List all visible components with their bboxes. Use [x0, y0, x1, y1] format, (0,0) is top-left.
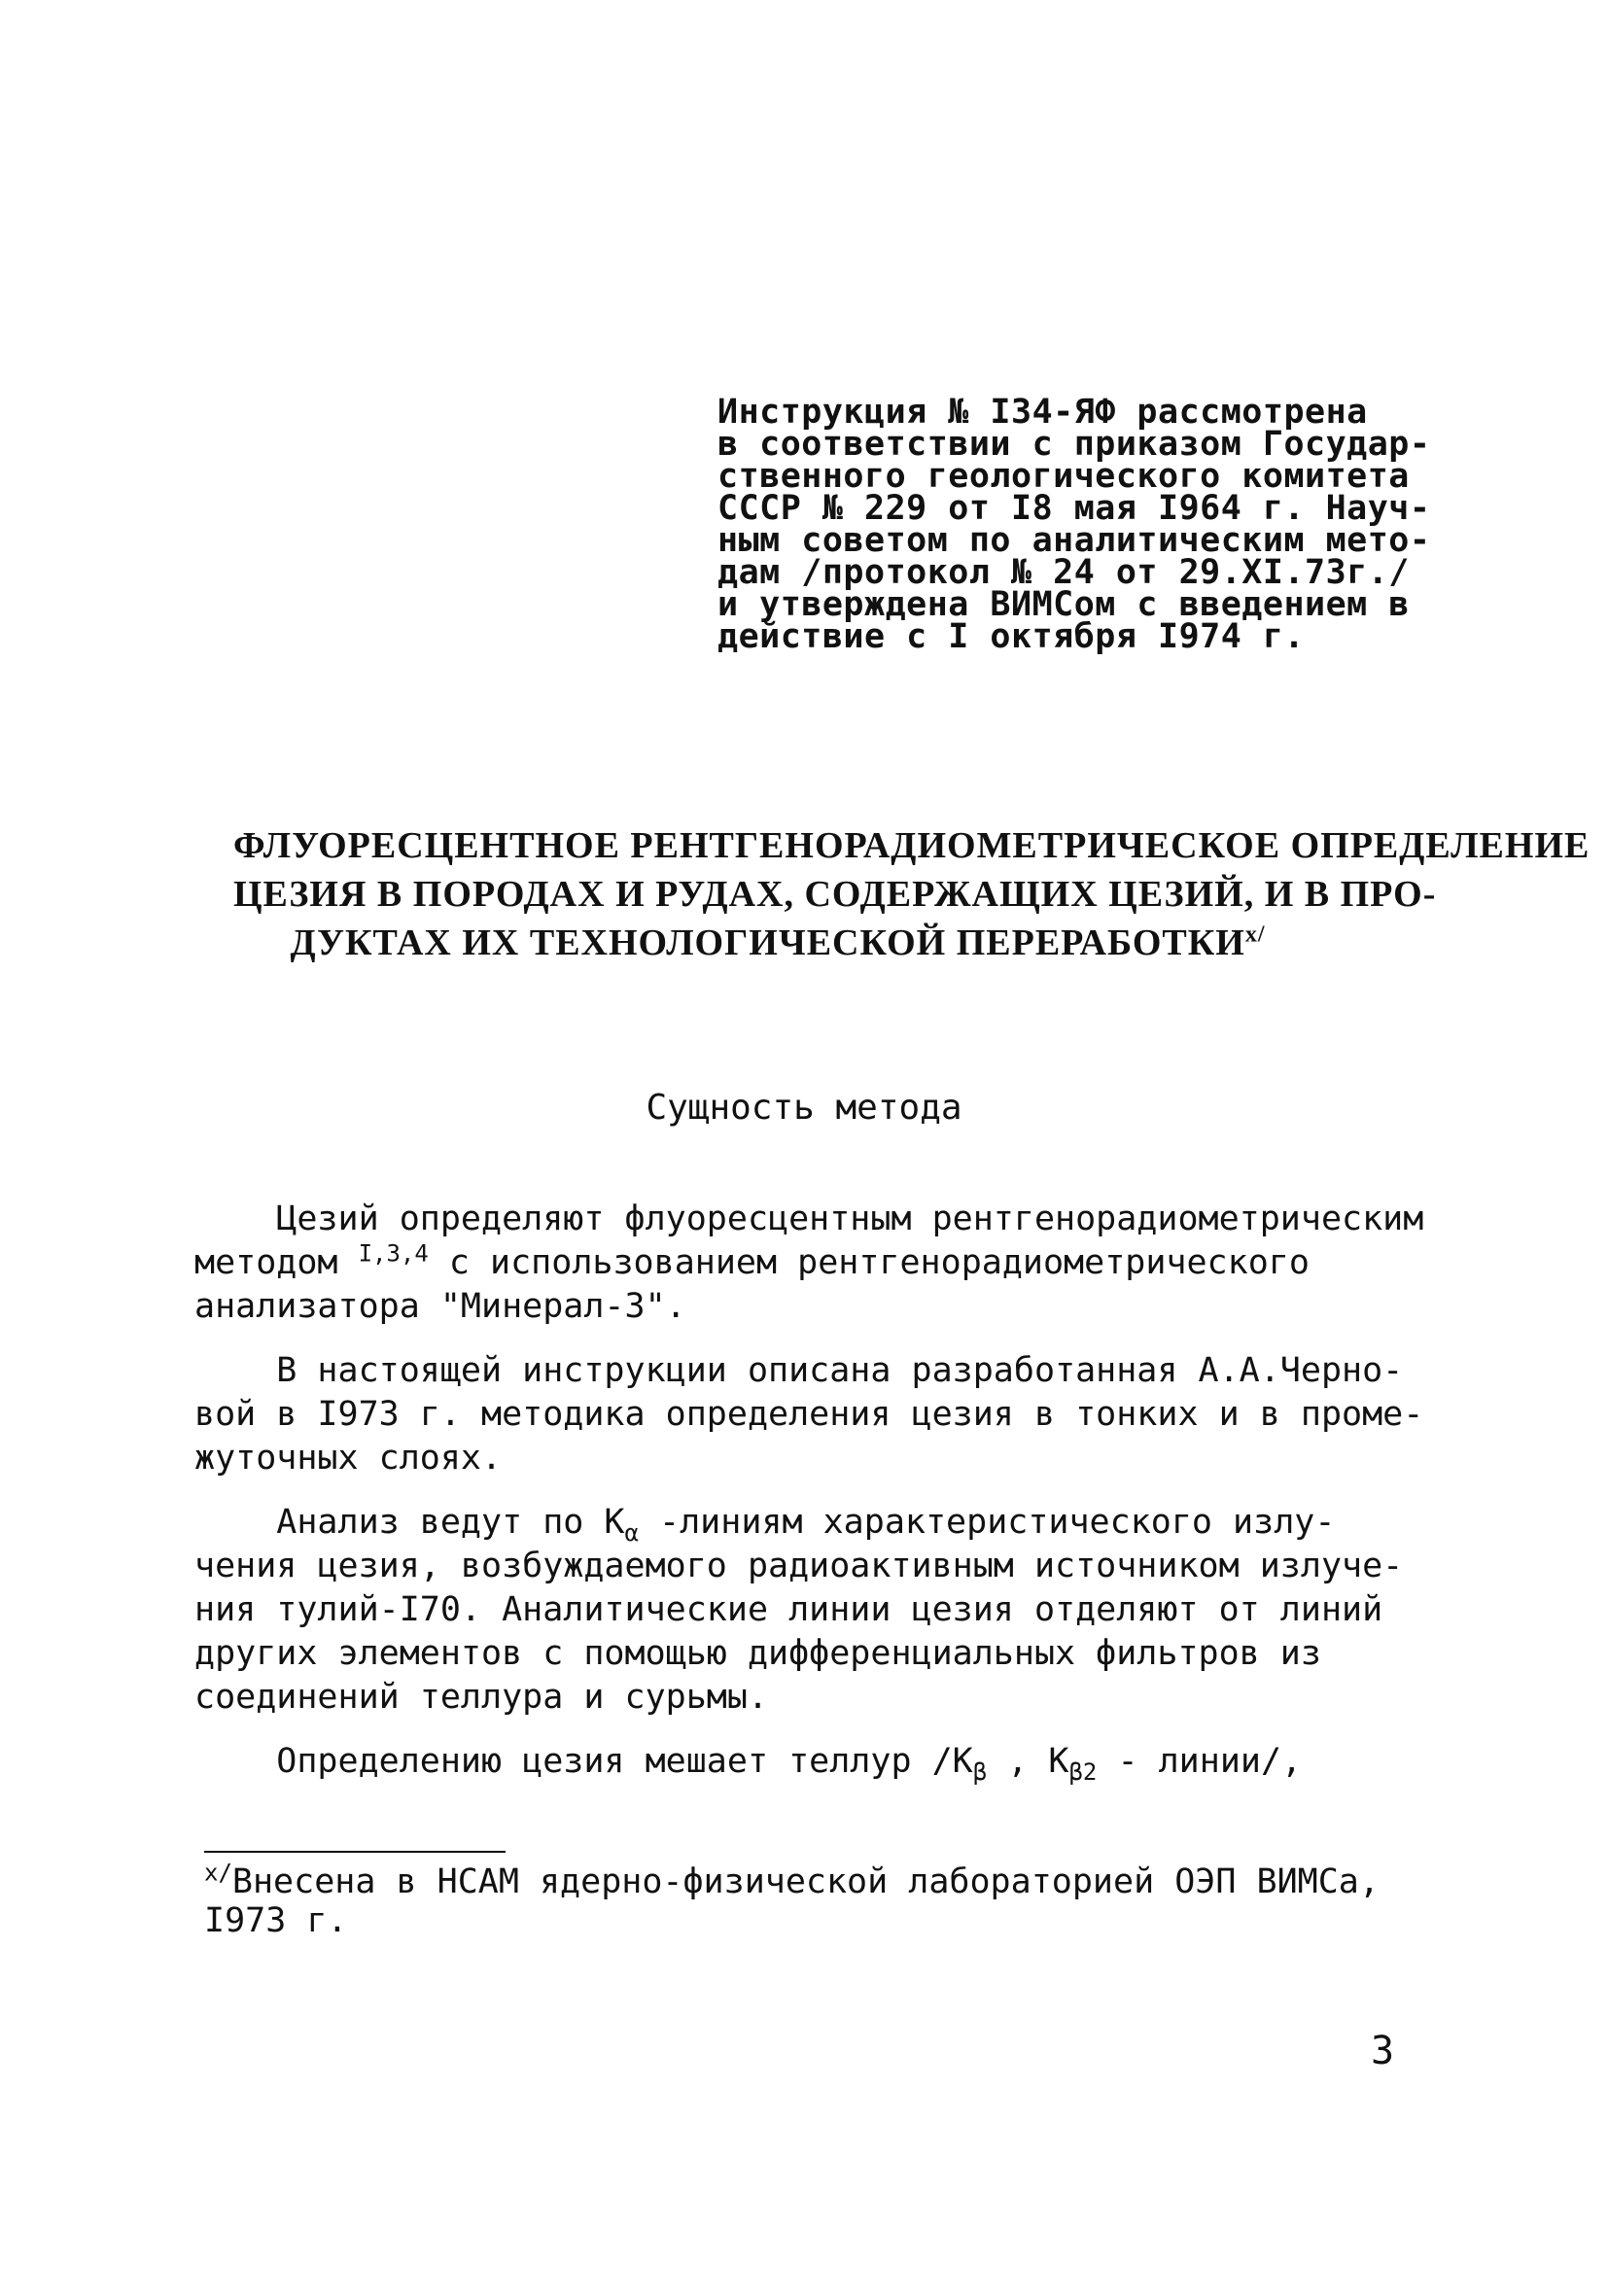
text-line: анализатора "Минерал-3". — [194, 1287, 686, 1326]
text-line: Цезий определяют флуоресцентным рентгенорадиометрическим — [194, 1200, 1424, 1238]
text-fragment: Анализ ведут по K — [194, 1503, 625, 1542]
text-line: чения цезия, возбуждаемого радиоактивным источником излуче- — [194, 1547, 1404, 1585]
approval-line: в соответствии с приказом Государ- — [717, 425, 1431, 464]
text-line: вой в I973 г. методика определения цезия в тонких и в проме- — [194, 1395, 1424, 1434]
text-fragment: , K — [987, 1742, 1069, 1781]
paragraph-1 — [194, 1198, 1424, 1329]
paragraph-2 — [194, 1349, 1424, 1480]
section-heading: Сущность метода — [646, 1088, 962, 1128]
text-line: соединений теллура и сурьмы. — [194, 1678, 769, 1717]
title-footnote-mark: x/ — [1244, 922, 1266, 948]
text-line: других элементов с помощью дифференциальных фильтров из — [194, 1634, 1321, 1673]
page-number: 3 — [1371, 2029, 1395, 2073]
text-line: жуточных слоях. — [194, 1439, 503, 1478]
reference-superscript: I,3,4 — [358, 1239, 429, 1268]
document-title — [233, 821, 1591, 967]
text-fragment: - линии/, — [1097, 1742, 1303, 1781]
approval-line: Инструкция № I34-ЯФ рассмотрена — [717, 393, 1368, 432]
approval-line: ственного геологического комитета — [717, 457, 1410, 496]
body-text — [194, 1198, 1424, 1804]
title-line: ЦЕЗИЯ В ПОРОДАХ И РУДАХ, СОДЕРЖАЩИХ ЦЕЗИЙ, И В ПРО- — [233, 874, 1437, 915]
text-line — [194, 1740, 1419, 1784]
text-line — [194, 1501, 1419, 1545]
approval-note — [717, 393, 1456, 656]
text-fragment: с использованием рентгенорадиометрического — [428, 1243, 1310, 1282]
text-line: В настоящей инструкции описана разработанная А.А.Черно- — [194, 1351, 1404, 1390]
approval-line: дам /протокол № 24 от 29.XI.73г./ — [717, 553, 1410, 592]
title-line-last — [233, 919, 1322, 967]
subscript: β2 — [1068, 1758, 1098, 1786]
approval-line: СССР № 229 от I8 мая I964 г. Науч- — [717, 489, 1431, 528]
paragraph-3 — [194, 1501, 1419, 1720]
text-fragment: методом — [194, 1243, 359, 1282]
text-line — [194, 1241, 1419, 1285]
subscript: β — [972, 1758, 988, 1786]
footnote-line — [204, 1859, 1429, 1901]
title-line-text: ДУКТАХ ИХ ТЕХНОЛОГИЧЕСКОЙ ПЕРЕРАБОТКИ — [290, 922, 1245, 963]
approval-line: и утверждена ВИМСом с введением в — [717, 585, 1410, 624]
footnote-rule — [204, 1851, 506, 1853]
approval-line: ным советом по аналитическим мето- — [717, 521, 1431, 560]
footnote-mark: x/ — [204, 1859, 232, 1887]
footnote-line: I973 г. — [204, 1901, 348, 1940]
footnote-text: Внесена в НСАМ ядерно-физической лабораторией ОЭП ВИМСа, — [231, 1862, 1380, 1901]
text-line: ния тулий-I70. Аналитические линии цезия отделяют от линий — [194, 1590, 1383, 1629]
approval-line: действие с I октября I974 г. — [717, 617, 1306, 656]
subscript: α — [624, 1519, 639, 1547]
text-fragment: Определению цезия мешает теллур /K — [194, 1742, 973, 1781]
title-line: ФЛУОРЕСЦЕНТНОЕ РЕНТГЕНОРАДИОМЕТРИЧЕСКОЕ ОПРЕДЕЛЕНИЕ — [233, 825, 1591, 866]
footnote — [204, 1859, 1429, 1940]
text-fragment: -линиям характеристического излу- — [638, 1503, 1336, 1542]
paragraph-4 — [194, 1740, 1419, 1784]
